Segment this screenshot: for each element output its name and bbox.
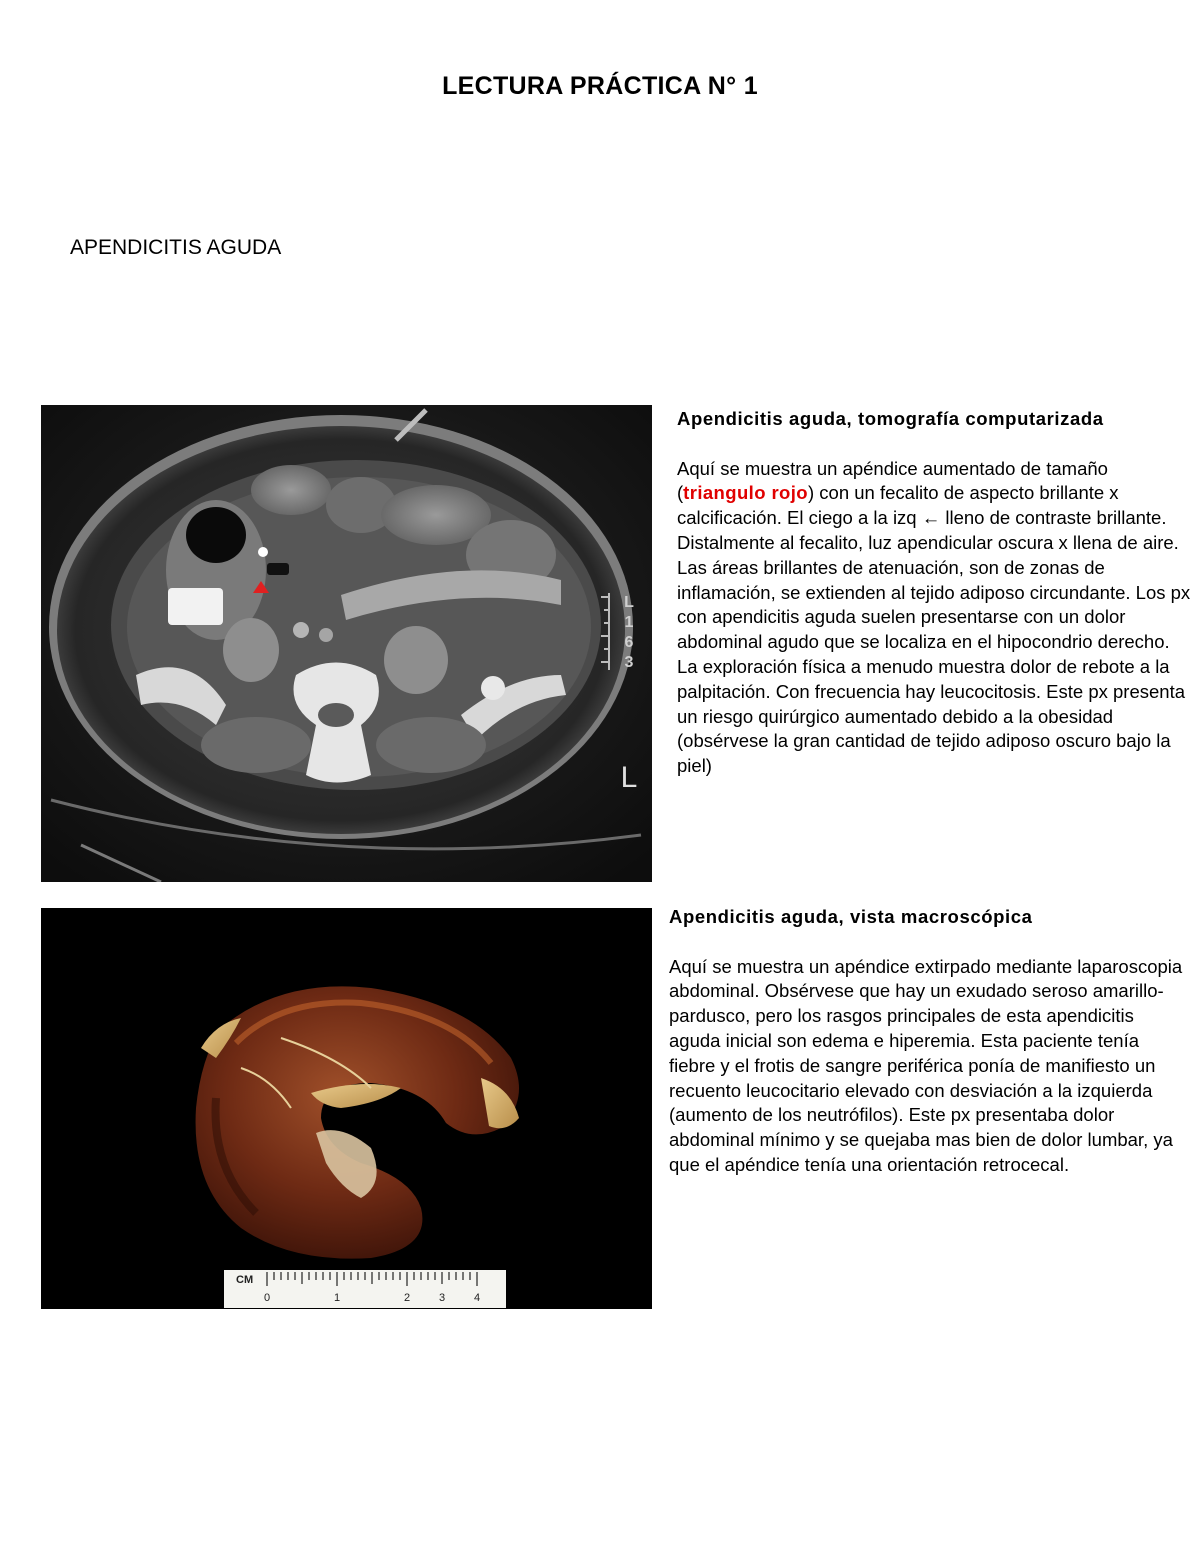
ct-side-marker: L	[620, 761, 638, 794]
ruler-tick-1: 1	[333, 1292, 341, 1304]
ruler-tick-2: 2	[403, 1292, 411, 1304]
macro-caption-title: Apendicitis aguda, vista macroscópica	[669, 906, 1033, 927]
ct-caption-title: Apendicitis aguda, tomografía computarizada	[677, 408, 1104, 429]
section-heading: APENDICITIS AGUDA	[70, 236, 282, 259]
ct-scan-image	[41, 405, 652, 882]
ct-caption-body	[677, 457, 1192, 779]
ct-caption-highlight: triangulo rojo	[683, 482, 808, 504]
ct-vertical-label-1: L	[624, 594, 634, 611]
macro-caption	[669, 905, 1189, 1178]
ruler-tick-3: 3	[438, 1292, 446, 1304]
macroscopic-specimen-image	[41, 908, 652, 1309]
ruler-tick-0: 0	[263, 1292, 271, 1304]
ct-vertical-label-4: 3	[624, 654, 634, 671]
ct-caption	[677, 407, 1192, 779]
ct-caption-body-start: Aquí se muestra un apéndice aumentado de tamaño (	[677, 457, 1108, 504]
ruler-unit-label: CM	[236, 1274, 254, 1286]
macro-caption-body: Aquí se muestra un apéndice extirpado mediante laparoscopia abdominal. Obsérvese que hay un exudado seroso amarillo-pardusco, pero los rasgos principales de esta apendicitis aguda inicial son edema e hiperemia. Esta paciente tenía fiebre y el frotis de sangre periférica ponía de manifiesto un recuento leucocitario elevado con desviación a la izquierda (aumento de los neutrófilos). Este px presentaba dolor abdominal mínimo y se quejaba mas bien de dolor lumbar, ya que el apéndice tenía una orientación retrocecal.	[669, 955, 1183, 1175]
ct-vertical-label-3: 6	[624, 634, 634, 651]
ruler-tick-4: 4	[473, 1292, 481, 1304]
ct-vertical-label-2: 1	[624, 614, 634, 631]
ct-caption-body-end: ) con un fecalito de aspecto brillante x calcificación. El ciego a la izq ← lleno de contraste brillante. Distalmente al fecalito, luz apendicular oscura x llena de aire. Las áreas brillantes de atenuación, son de zonas de inflamación, se extienden al tejido adiposo circundante. Los px con apendicitis aguda suelen presentarse con un dolor abdominal agudo que se localiza en el hipocondrio derecho. La exploración física a menudo muestra dolor de rebote a la palpitación. Con frecuencia hay leucocitosis. Este px presenta un riesgo quirúrgico aumentado debido a la obesidad (obsérvese la gran cantidad de tejido adiposo oscuro bajo la piel)	[677, 482, 1191, 777]
document-title: LECTURA PRÁCTICA N° 1	[442, 72, 758, 100]
